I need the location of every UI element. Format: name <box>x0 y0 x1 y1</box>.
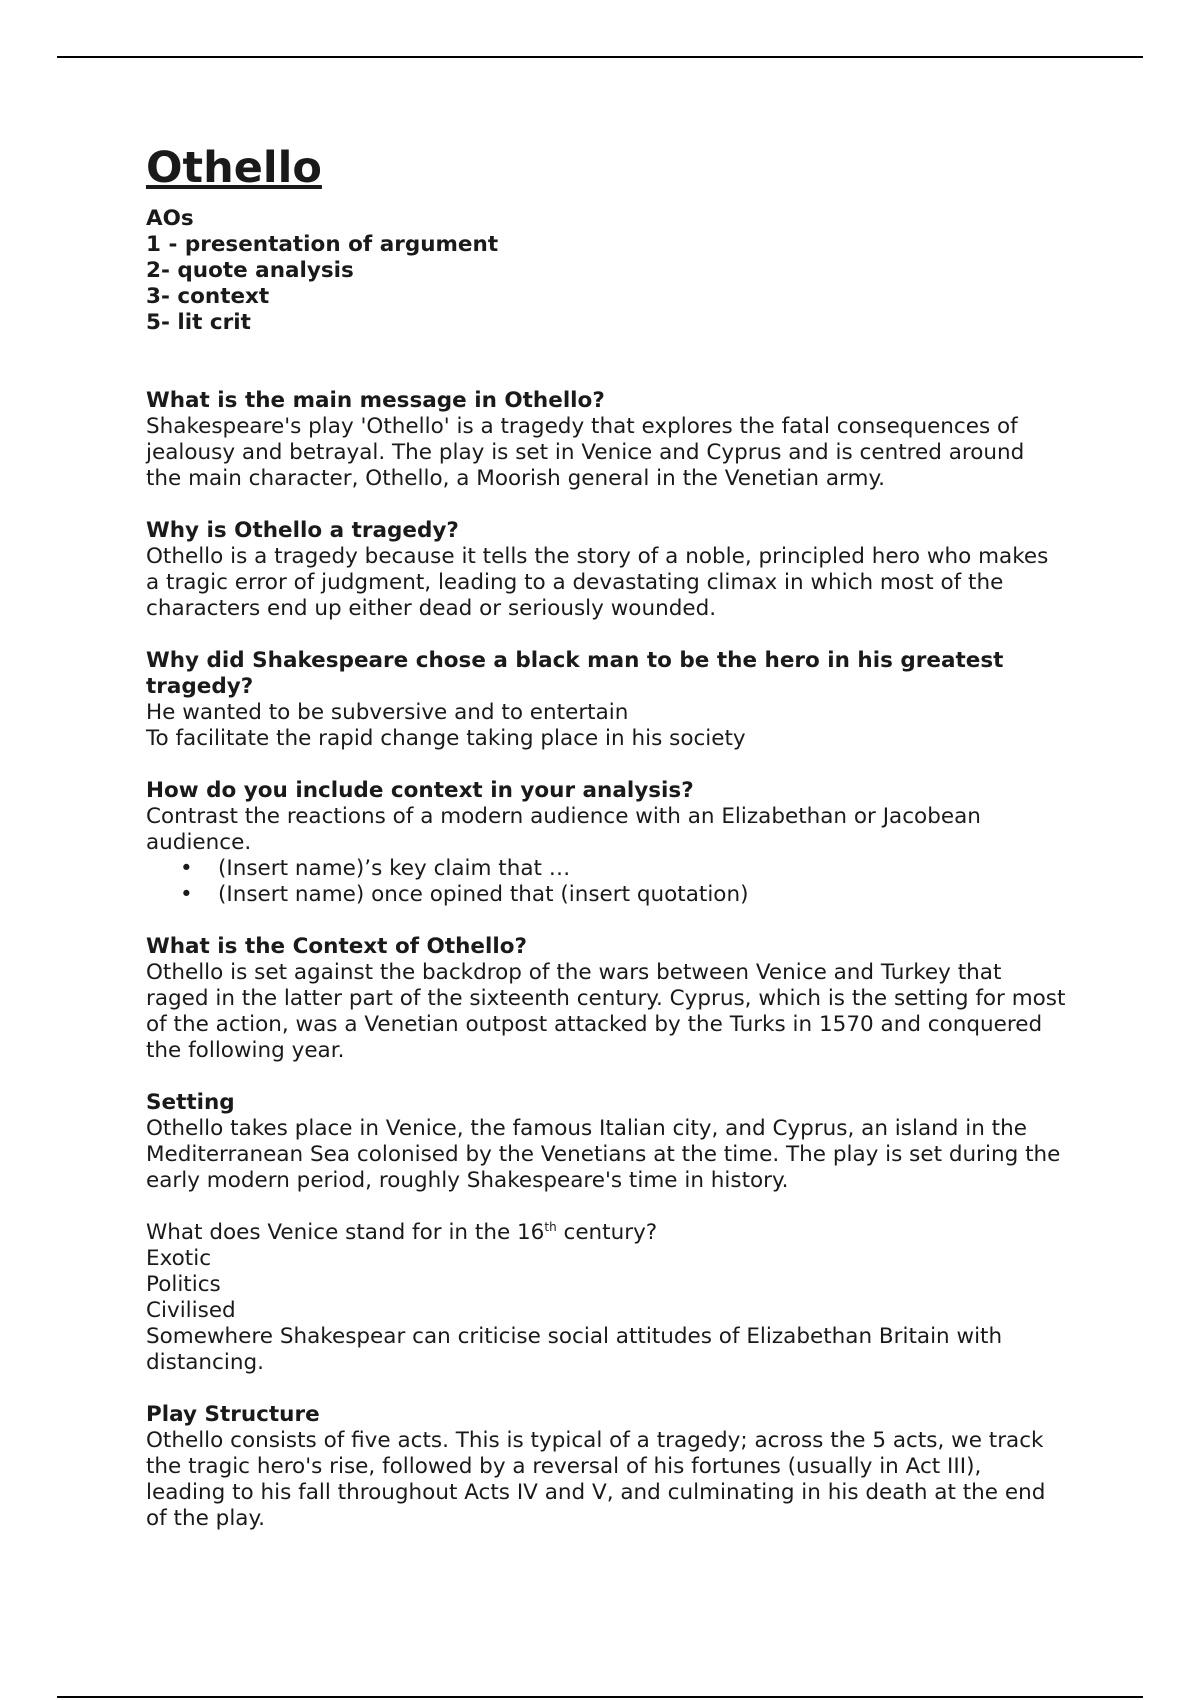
venice-line: Politics <box>146 1272 221 1297</box>
venice-line: Civilised <box>146 1298 236 1323</box>
section-main-message <box>146 388 1066 492</box>
question-superscript: th <box>544 1219 557 1234</box>
section-heading: Why is Othello a tragedy? <box>146 518 459 543</box>
ao-item: 2- quote analysis <box>146 258 354 283</box>
bullet-item: • (Insert name) once opined that (insert quotation) <box>180 882 1066 908</box>
question-text-end: century? <box>556 1220 658 1245</box>
section-body: Shakespeare's play 'Othello' is a tragedy that explores the fatal consequences of jealousy and betrayal. The play is set in Venice and Cyprus and is centred around the main character, Othello, a Moorish general in the Venetian army. <box>146 414 1025 491</box>
venice-line: Somewhere Shakespear can criticise social attitudes of Elizabethan Britain with distancing. <box>146 1324 1003 1375</box>
ao-item: 1 - presentation of argument <box>146 232 499 257</box>
section-heading: What is the main message in Othello? <box>146 388 605 413</box>
ao-item: 3- context <box>146 284 270 309</box>
bullet-item: • (Insert name)’s key claim that … <box>180 856 1066 882</box>
section-why-tragedy <box>146 518 1066 622</box>
aos-heading: AOs <box>146 206 194 231</box>
section-body: Othello is a tragedy because it tells the story of a noble, principled hero who makes a tragic error of judgment, leading to a devastating climax in which most of the characters end up either dead or seriously wounded. <box>146 544 1049 621</box>
section-heading: Why did Shakespeare chose a black man to be the hero in his greatest tragedy? <box>146 648 1004 699</box>
section-heading: How do you include context in your analysis? <box>146 778 694 803</box>
section-play-structure <box>146 1402 1066 1532</box>
venice-question <box>146 1220 1066 1246</box>
question-text: What does Venice stand for in the 16 <box>146 1220 545 1245</box>
section-include-context <box>146 778 1066 908</box>
section-line: He wanted to be subversive and to entertain <box>146 700 629 725</box>
section-body: Contrast the reactions of a modern audience with an Elizabethan or Jacobean audience. <box>146 804 981 855</box>
bullet-list <box>146 856 1066 908</box>
section-black-hero <box>146 648 1066 752</box>
ao-item: 5- lit crit <box>146 310 251 335</box>
section-line: To facilitate the rapid change taking place in his society <box>146 726 746 751</box>
section-body: Othello takes place in Venice, the famous Italian city, and Cyprus, an island in the Mediterranean Sea colonised by the Venetians at the time. The play is set during the early modern period, roughly Shakespeare's time in history. <box>146 1116 1061 1193</box>
aos-block <box>146 206 1066 336</box>
section-heading: What is the Context of Othello? <box>146 934 527 959</box>
top-rule <box>57 56 1143 58</box>
document-body <box>146 140 1066 1558</box>
section-heading: Play Structure <box>146 1402 320 1427</box>
page-title: Othello <box>146 143 322 193</box>
venice-line: Exotic <box>146 1246 212 1271</box>
section-setting <box>146 1090 1066 1194</box>
section-body: Othello is set against the backdrop of the wars between Venice and Turkey that raged in the latter part of the sixteenth century. Cyprus, which is the setting for most of the action, was a Venetian outpost attacked by the Turks in 1570 and conquered the following year. <box>146 960 1066 1063</box>
section-venice <box>146 1220 1066 1376</box>
section-context <box>146 934 1066 1064</box>
section-body: Othello consists of five acts. This is typical of a tragedy; across the 5 acts, we track the tragic hero's rise, followed by a reversal of his fortunes (usually in Act III), leading to his fall throughout Acts IV and V, and culminating in his death at the end of the play. <box>146 1428 1046 1531</box>
bottom-rule <box>57 1696 1143 1698</box>
section-heading: Setting <box>146 1090 235 1115</box>
